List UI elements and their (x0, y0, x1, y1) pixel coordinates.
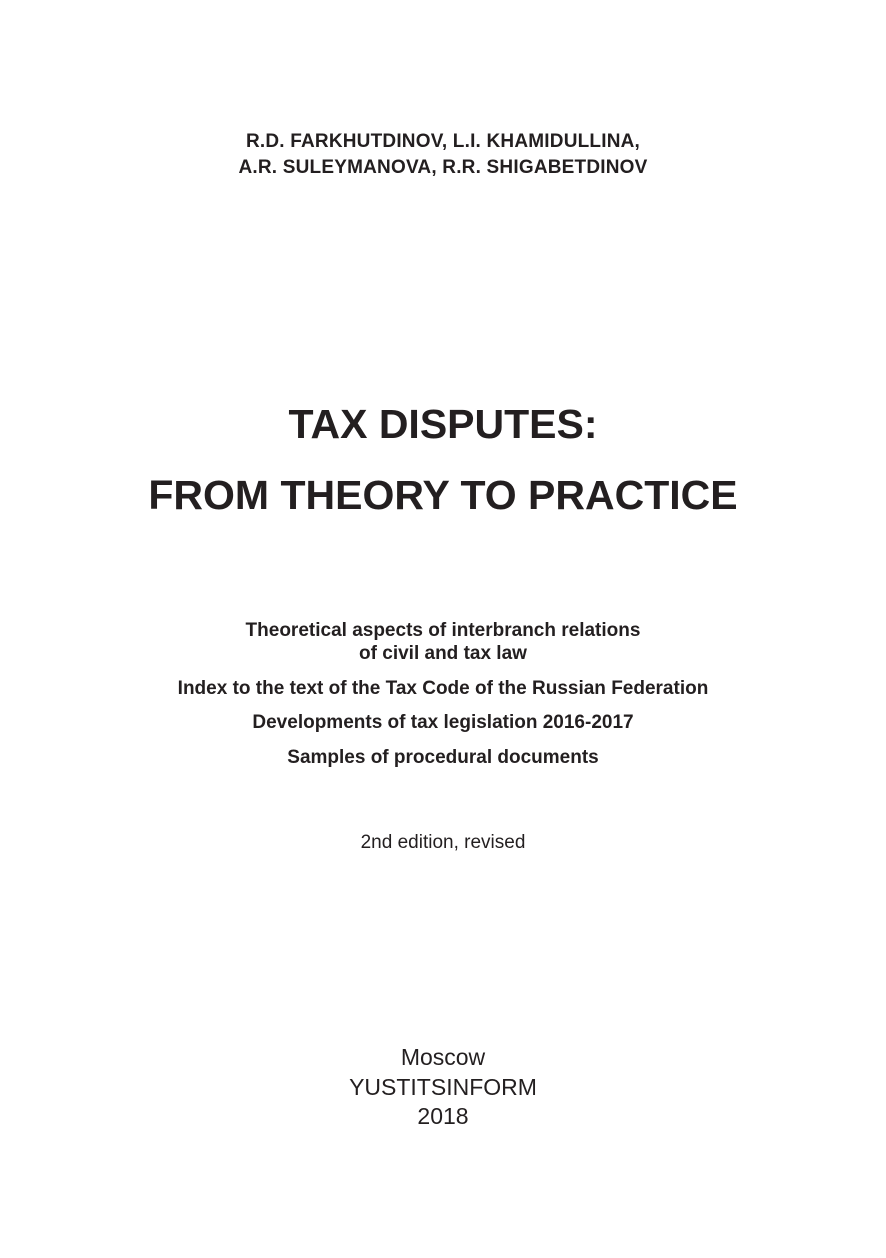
subtitle-item-1-line-1: Theoretical aspects of interbranch relations (245, 620, 641, 641)
imprint-publisher: YUSTITSINFORM (349, 1074, 537, 1100)
edition-note: 2nd edition, revised (360, 832, 526, 853)
subtitle-item-2: Index to the text of the Tax Code of the Russian Federation (177, 678, 709, 699)
authors-line-2: A.R. SULEYMANOVA, R.R. SHIGABETDINOV (238, 157, 648, 178)
imprint-city: Moscow (400, 1044, 486, 1070)
subtitle-item-1-line-2: of civil and tax law (359, 643, 527, 664)
subtitle-item-4: Samples of procedural documents (287, 747, 599, 768)
imprint-year: 2018 (417, 1103, 469, 1129)
authors-line-1: R.D. FARKHUTDINOV, L.I. KHAMIDULLINA, (245, 131, 641, 152)
book-title-line-2: FROM THEORY TO PRACTICE (148, 472, 738, 518)
book-title-line-1: TAX DISPUTES: (288, 401, 598, 447)
subtitle-item-3: Developments of tax legislation 2016-2017 (252, 712, 634, 733)
